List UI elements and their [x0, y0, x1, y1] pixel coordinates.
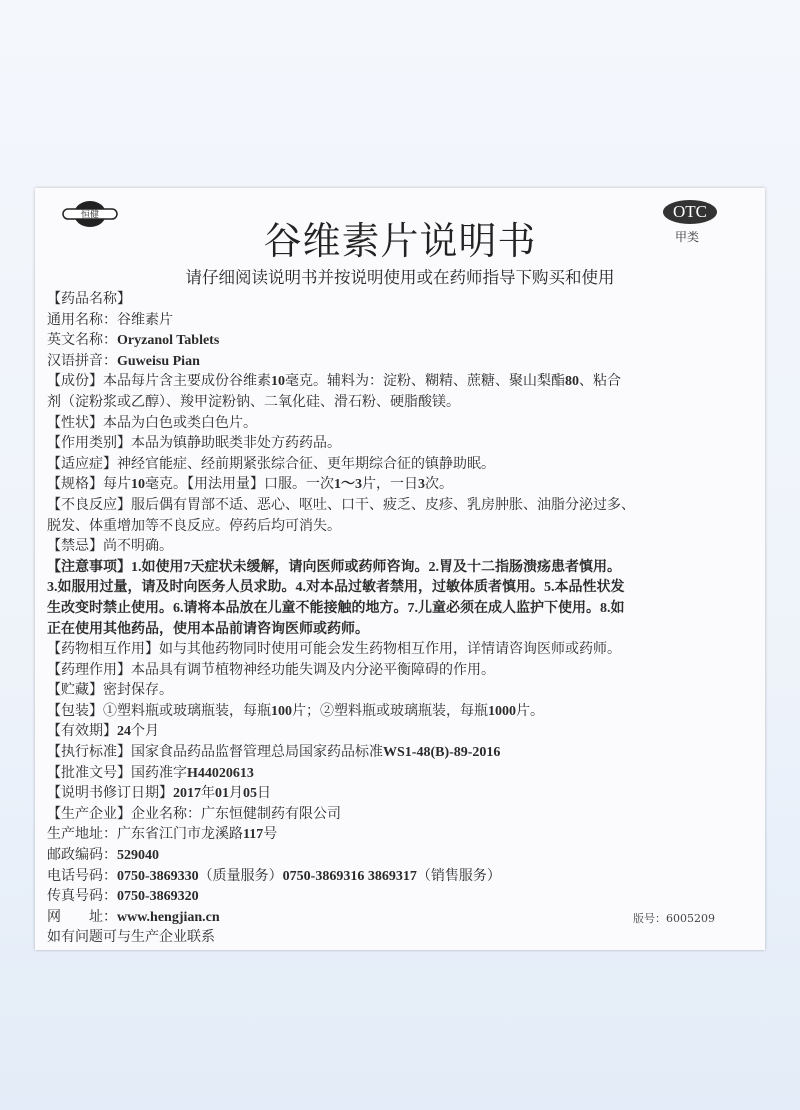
- text-segment: 【生产企业】企业名称：广东恒健制药有限公司: [47, 805, 341, 822]
- text-segment: 10: [271, 374, 285, 390]
- text-segment: 正在使用其他药品，使用本品前请咨询医师或药师。: [47, 621, 369, 637]
- text-line: [47, 701, 757, 722]
- text-segment: 生改变时禁止使用。6.请将本品放在儿童不能接触的地方。7.儿童必须在成人监护下使用。8.如: [47, 600, 625, 616]
- text-line: [47, 598, 757, 619]
- text-line: [47, 845, 757, 866]
- text-segment: 【贮藏】密封保存。: [47, 682, 173, 699]
- text-segment: 0750-3869316 3869317: [282, 868, 417, 884]
- text-segment: 【规格】每片: [47, 476, 131, 493]
- text-segment: （质量服务）: [198, 867, 283, 884]
- text-line: [47, 454, 757, 475]
- text-segment: 3: [418, 477, 425, 493]
- text-segment: 100: [271, 703, 292, 719]
- text-segment: 01: [215, 786, 229, 802]
- text-segment: 【说明书修订日期】: [47, 785, 173, 802]
- text-segment: 片，一日: [362, 476, 418, 493]
- text-segment: 如有问题可与生产企业联系: [47, 929, 215, 946]
- text-segment: 3.如服用过量，请及时向医务人员求助。4.对本品过敏者禁用，过敏体质者慎用。5.本品性状发: [47, 580, 625, 596]
- text-line: [47, 927, 757, 948]
- text-segment: 电话号码：: [47, 867, 117, 884]
- text-segment: 0750-3869330: [117, 868, 199, 884]
- text-segment: 、粘合: [579, 373, 621, 390]
- text-segment: 次。: [425, 476, 453, 493]
- text-segment: 【成份】本品每片含主要成份谷维素: [47, 373, 271, 390]
- text-line: [47, 680, 757, 701]
- document-body: [47, 289, 757, 948]
- text-segment: 毫克。辅料为：淀粉、糊精、蔗糖、聚山梨酯: [285, 373, 565, 390]
- text-line: [47, 639, 757, 660]
- text-segment: H44020613: [187, 765, 254, 781]
- text-line: [47, 866, 757, 887]
- text-segment: 毫克。【用法用量】口服。一次: [145, 476, 334, 493]
- text-line: [47, 660, 757, 681]
- text-segment: 生产地址：广东省江门市龙溪路: [47, 826, 243, 843]
- svg-text:恒健: 恒健: [80, 210, 100, 221]
- text-segment: 月: [229, 785, 243, 802]
- text-line: [47, 289, 757, 310]
- text-line: [47, 742, 757, 763]
- text-segment: 80: [565, 374, 579, 390]
- text-segment: 个月: [131, 723, 159, 740]
- text-segment: Guweisu Pian: [117, 353, 200, 369]
- text-segment: 日: [257, 785, 271, 802]
- text-segment: Oryzanol Tablets: [117, 333, 220, 349]
- text-segment: 【药理作用】本品具有调节植物神经功能失调及内分泌平衡障碍的作用。: [47, 661, 495, 678]
- text-segment: 剂（淀粉浆或乙醇）、羧甲淀粉钠、二氧化硅、滑石粉、硬脂酸镁。: [47, 393, 460, 410]
- text-segment: 网 址：: [47, 908, 117, 925]
- document-title: 谷维素片说明书: [263, 219, 537, 263]
- text-segment: 1000: [488, 703, 516, 719]
- text-segment: 脱发、体重增加等不良反应。停药后均可消失。: [47, 517, 341, 534]
- text-line: [47, 371, 757, 392]
- text-segment: 1～3: [334, 477, 362, 493]
- version-number: 版号：6005209: [633, 912, 715, 925]
- text-segment: 汉语拼音：: [47, 352, 117, 369]
- text-line: [47, 392, 757, 413]
- otc-badge: OTC: [663, 200, 717, 224]
- text-segment: 【不良反应】服后偶有胃部不适、恶心、呕吐、口干、疲乏、皮疹、乳房肿胀、油脂分泌过多、: [47, 496, 635, 513]
- text-segment: www.hengjian.cn: [117, 909, 220, 925]
- text-segment: 【注意事项】1.如使用7天症状未缓解，请向医师或药师咨询。2.胃及十二指肠溃疡患者慎用。: [47, 559, 621, 575]
- text-segment: 【包装】①塑料瓶或玻璃瓶装，每瓶: [47, 702, 271, 719]
- text-segment: 英文名称：: [47, 332, 117, 349]
- instruction-leaflet: [35, 188, 765, 950]
- text-line: [47, 577, 757, 598]
- text-line: [47, 351, 757, 372]
- text-segment: 529040: [117, 848, 159, 864]
- text-segment: 片。: [516, 702, 544, 719]
- text-segment: 0750-3869320: [117, 889, 199, 905]
- text-segment: 【适应症】神经官能症、经前期紧张综合征、更年期综合征的镇静助眠。: [47, 455, 495, 472]
- text-segment: 【禁忌】尚不明确。: [47, 538, 173, 555]
- text-segment: 05: [243, 786, 257, 802]
- text-line: [47, 804, 757, 825]
- text-line: [47, 536, 757, 557]
- text-line: [47, 433, 757, 454]
- text-line: [47, 495, 757, 516]
- text-line: [47, 413, 757, 434]
- text-line: [47, 516, 757, 537]
- text-line: [47, 330, 757, 351]
- text-segment: WS1-48(B)-89-2016: [383, 745, 501, 761]
- text-segment: 片；②塑料瓶或玻璃瓶装，每瓶: [292, 702, 488, 719]
- text-line: [47, 763, 757, 784]
- text-line: [47, 557, 757, 578]
- text-line: [47, 886, 757, 907]
- text-segment: 【批准文号】国药准字: [47, 764, 187, 781]
- text-line: [47, 783, 757, 804]
- text-segment: 【药物相互作用】如与其他药物同时使用可能会发生药物相互作用，详情请咨询医师或药师。: [47, 641, 621, 658]
- text-segment: 【药品名称】: [47, 291, 131, 307]
- text-segment: 【执行标准】国家食品药品监督管理总局国家药品标准: [47, 744, 383, 761]
- text-segment: 【有效期】: [47, 723, 117, 740]
- text-segment: 号: [263, 826, 278, 843]
- text-segment: （销售服务）: [416, 867, 501, 884]
- text-segment: 邮政编码：: [47, 847, 117, 864]
- text-line: [47, 310, 757, 331]
- document-subtitle: 请仔细阅读说明书并按说明使用或在药师指导下购买和使用: [185, 268, 615, 287]
- text-segment: 2017: [173, 786, 201, 802]
- otc-class: 甲类: [675, 230, 700, 244]
- text-segment: 【作用类别】本品为镇静助眠类非处方药药品。: [47, 435, 341, 452]
- text-segment: 通用名称：谷维素片: [47, 311, 173, 328]
- text-line: [47, 619, 757, 640]
- text-segment: 10: [131, 477, 145, 493]
- text-segment: 24: [117, 724, 131, 740]
- text-segment: 年: [201, 785, 215, 802]
- text-segment: 117: [243, 827, 264, 843]
- text-segment: 传真号码：: [47, 888, 117, 905]
- text-segment: 【性状】本品为白色或类白色片。: [47, 414, 257, 431]
- text-line: [47, 824, 757, 845]
- text-line: [47, 474, 757, 495]
- text-line: [47, 721, 757, 742]
